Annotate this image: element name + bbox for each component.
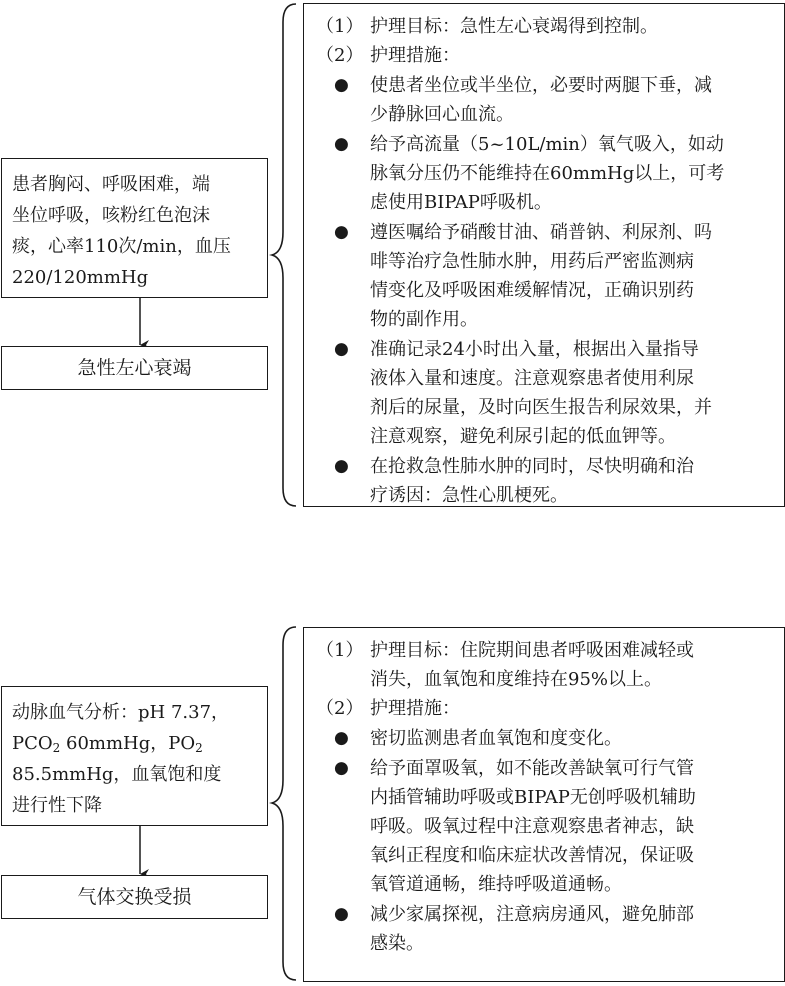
measure-item bbox=[316, 724, 774, 753]
measures-label: 护理措施： bbox=[370, 698, 460, 719]
diagnosis-label: 急性左心衰竭 bbox=[77, 357, 192, 379]
measure-text: 感染。 bbox=[370, 933, 424, 954]
goal-number: （1） bbox=[316, 640, 364, 661]
measure-text: 密切监测患者血氧饱和度变化。 bbox=[370, 728, 622, 749]
measure-text: 使患者坐位或半坐位，必要时两腿下垂，减 bbox=[370, 75, 712, 96]
bullet-icon: ● bbox=[334, 134, 349, 154]
brace-2 bbox=[272, 627, 296, 980]
measure-text: 在抢救急性肺水肿的同时，尽快明确和治 bbox=[370, 456, 694, 477]
measure-text: 脉氧分压仍不能维持在60mmHg以上，可考 bbox=[370, 163, 725, 184]
goal-text: 护理目标：急性左心衰竭得到控制。 bbox=[370, 16, 658, 37]
finding-line bbox=[12, 728, 257, 759]
pco2-prefix: PCO bbox=[12, 733, 53, 754]
finding-line: 220/120mmHg bbox=[12, 267, 149, 288]
pco2-rest: 60mmHg，PO bbox=[60, 733, 196, 754]
bullet-icon: ● bbox=[334, 904, 349, 924]
measure-item bbox=[316, 218, 774, 334]
measure-text: 遵医嘱给予硝酸甘油、硝普钠、利尿剂、吗 bbox=[370, 222, 712, 243]
measure-text: 疗诱因：急性心肌梗死。 bbox=[370, 485, 568, 506]
finding-line: 坐位呼吸，咳粉红色泡沫 bbox=[12, 205, 210, 226]
po2-subscript: 2 bbox=[195, 741, 203, 755]
measure-item bbox=[316, 754, 774, 899]
measure-item bbox=[316, 452, 774, 510]
bullet-icon: ● bbox=[334, 728, 349, 748]
measures-label: 护理措施： bbox=[370, 45, 460, 66]
measure-item bbox=[316, 71, 774, 129]
measure-item bbox=[316, 335, 774, 451]
measure-text: 少静脉回心血流。 bbox=[370, 104, 514, 125]
measure-text: 氧管道通畅，维持呼吸道通畅。 bbox=[370, 874, 622, 895]
measure-item bbox=[316, 900, 774, 958]
measure-text: 液体入量和速度。注意观察患者使用利尿 bbox=[370, 368, 694, 389]
bullet-icon: ● bbox=[334, 758, 349, 778]
goal-text: 护理目标：住院期间患者呼吸困难减轻或 bbox=[370, 640, 694, 661]
finding-line: 动脉血气分析：pH 7.37， bbox=[12, 702, 230, 723]
measures-number: （2） bbox=[316, 698, 364, 719]
measure-text: 呼吸。吸氧过程中注意观察患者神志，缺 bbox=[370, 816, 694, 837]
measure-text: 情变化及呼吸困难缓解情况，正确识别药 bbox=[370, 280, 694, 301]
measure-text: 虑使用BIPAP呼吸机。 bbox=[370, 192, 552, 213]
finding-line: 患者胸闷、呼吸困难，端 bbox=[12, 174, 210, 195]
goal-number: （1） bbox=[316, 16, 364, 37]
pco2-subscript: 2 bbox=[52, 741, 61, 755]
measures-heading bbox=[316, 41, 774, 70]
measure-text: 给予高流量（5~10L/min）氧气吸入，如动 bbox=[370, 134, 724, 155]
measures-heading bbox=[316, 694, 774, 723]
care-plan-box-2 bbox=[303, 627, 785, 982]
goal-text: 消失，血氧饱和度维持在95%以上。 bbox=[370, 669, 663, 690]
measure-text: 物的副作用。 bbox=[370, 309, 478, 330]
care-plan-box-1 bbox=[303, 3, 785, 507]
measures-number: （2） bbox=[316, 45, 364, 66]
nursing-goal bbox=[316, 636, 774, 694]
measure-text: 减少家属探视，注意病房通风，避免肺部 bbox=[370, 904, 694, 925]
measure-item bbox=[316, 130, 774, 217]
measure-text: 准确记录24小时出入量，根据出入量指导 bbox=[370, 339, 699, 360]
measure-text: 内插管辅助呼吸或BIPAP无创呼吸机辅助 bbox=[370, 787, 696, 808]
measure-text: 剂后的尿量，及时向医生报告利尿效果，并 bbox=[370, 397, 712, 418]
bullet-icon: ● bbox=[334, 75, 349, 95]
bullet-icon: ● bbox=[334, 339, 349, 359]
measure-text: 注意观察，避免利尿引起的低血钾等。 bbox=[370, 426, 676, 447]
finding-line: 进行性下降 bbox=[12, 795, 102, 816]
bullet-icon: ● bbox=[334, 222, 349, 242]
diagnosis-label: 气体交换受损 bbox=[77, 886, 192, 908]
diagnosis-box-2 bbox=[1, 875, 268, 919]
nursing-goal bbox=[316, 12, 774, 41]
measure-text: 啡等治疗急性肺水肿，用药后严密监测病 bbox=[370, 251, 694, 272]
diagnosis-box-1 bbox=[1, 346, 268, 390]
finding-line: 85.5mmHg，血氧饱和度 bbox=[12, 764, 222, 785]
finding-box-1 bbox=[1, 158, 268, 298]
bullet-icon: ● bbox=[334, 456, 349, 476]
finding-line: 痰，心率110次/min，血压 bbox=[12, 236, 231, 257]
measure-text: 给予面罩吸氧，如不能改善缺氧可行气管 bbox=[370, 758, 694, 779]
finding-box-2 bbox=[1, 686, 268, 826]
brace-1 bbox=[272, 4, 296, 506]
measure-text: 氧纠正程度和临床症状改善情况，保证吸 bbox=[370, 845, 694, 866]
